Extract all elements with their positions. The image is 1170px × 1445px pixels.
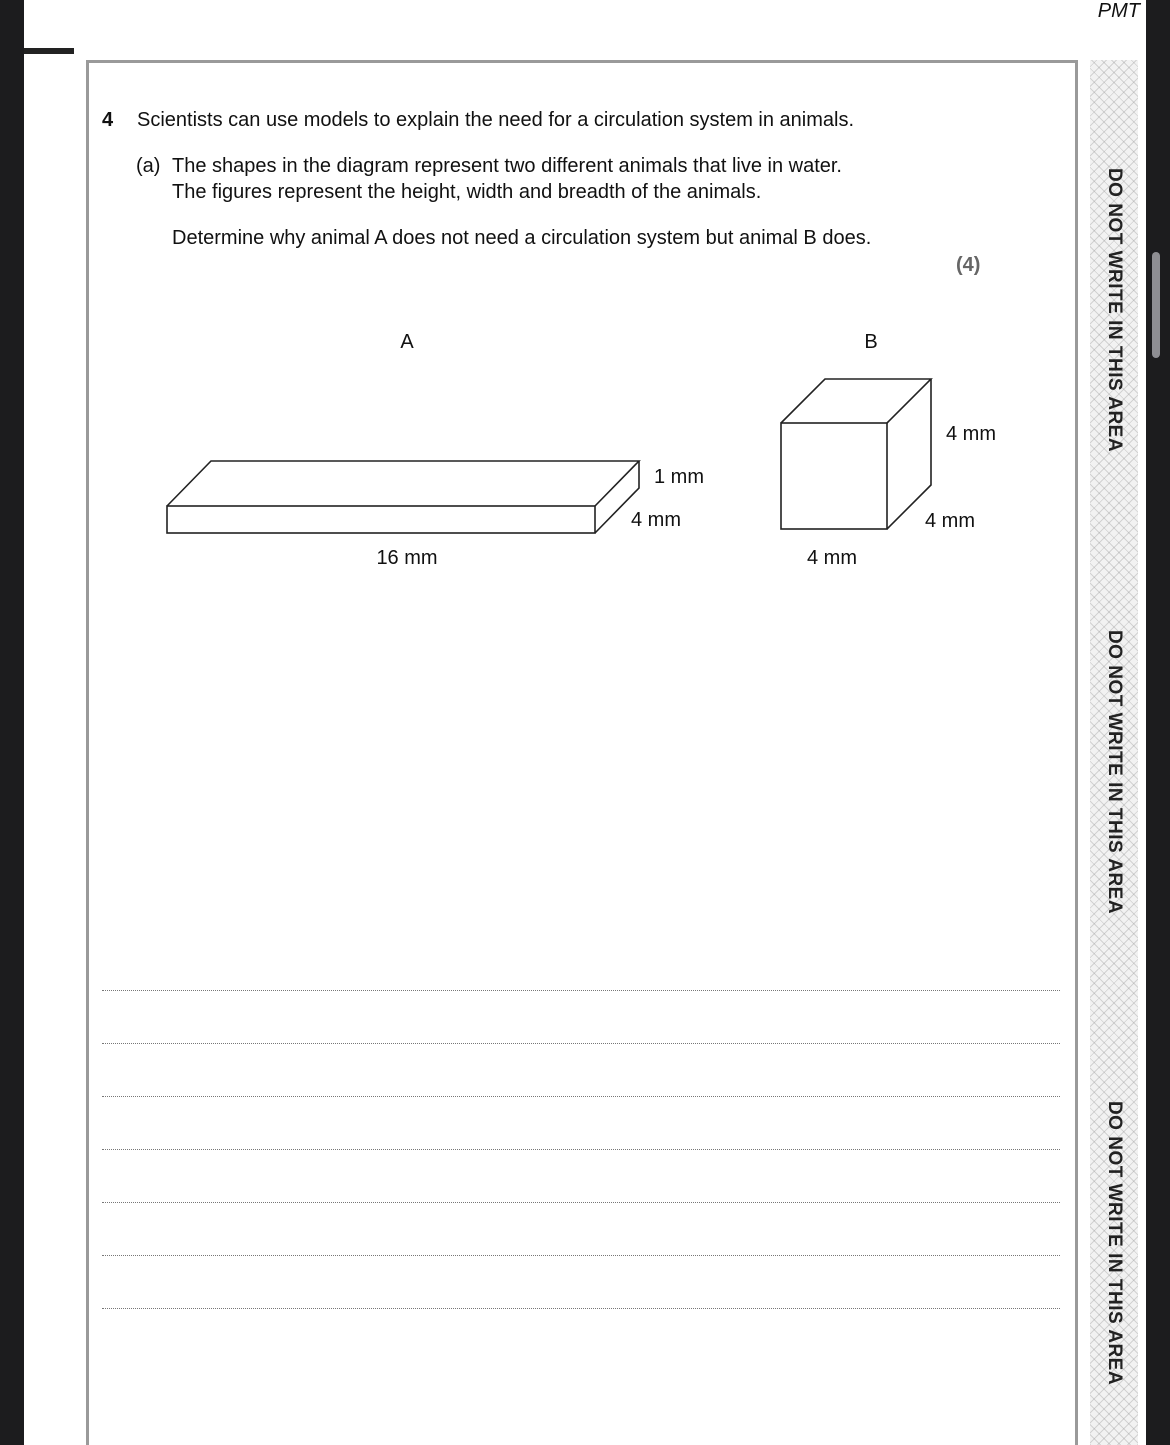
animal-shapes-diagram	[24, 0, 1146, 600]
answer-line[interactable]	[102, 1096, 1060, 1097]
marks-allocation: (4)	[956, 254, 981, 276]
part-text-line-1: The shapes in the diagram represent two different animals that live in water.	[172, 155, 842, 177]
part-label: (a)	[136, 155, 161, 177]
exam-page: PMT 4 Scientists can use models to explain the need for a circulation system in animals. (a) The shapes in the diagram represent two different animals that live in water. The figures represent the height, width and breadth of the animals. Determine why animal A does not need a circulation system but animal B does. (4) A 1 mm 4 mm 16 mm B 4 mm 4 mm 4 mm DO NOT WRITE IN THIS AREA DO NOT WRITE IN THIS AREA DO NOT WRITE IN THIS AREA	[24, 0, 1146, 1445]
animal-a-width: 4 mm	[631, 509, 681, 531]
animal-a-front-face	[167, 506, 595, 533]
vertical-scrollbar[interactable]	[1152, 252, 1160, 358]
animal-a-label: A	[400, 331, 414, 353]
animal-a-shape	[167, 461, 639, 533]
answer-line[interactable]	[102, 1149, 1060, 1150]
answer-line[interactable]	[102, 1202, 1060, 1203]
animal-b-top-face	[781, 379, 931, 423]
animal-b-width: 4 mm	[807, 547, 857, 569]
animal-b-front-face	[781, 423, 887, 529]
animal-b-depth: 4 mm	[925, 510, 975, 532]
animal-b-label: B	[864, 331, 878, 353]
answer-line[interactable]	[102, 1308, 1060, 1309]
animal-a-top-face	[167, 461, 639, 506]
answer-line[interactable]	[102, 990, 1060, 991]
animal-b-shape	[781, 379, 931, 529]
question-number: 4	[102, 109, 114, 131]
part-instruction: Determine why animal A does not need a circulation system but animal B does.	[172, 227, 872, 249]
part-text-line-2: The figures represent the height, width and breadth of the animals.	[172, 181, 762, 203]
question-stem: Scientists can use models to explain the need for a circulation system in animals.	[137, 109, 855, 131]
answer-line[interactable]	[102, 1255, 1060, 1256]
animal-a-height: 1 mm	[654, 466, 704, 488]
animal-b-height: 4 mm	[946, 423, 996, 445]
header-tag: PMT	[1097, 0, 1140, 22]
animal-a-length: 16 mm	[376, 547, 438, 569]
answer-line[interactable]	[102, 1043, 1060, 1044]
